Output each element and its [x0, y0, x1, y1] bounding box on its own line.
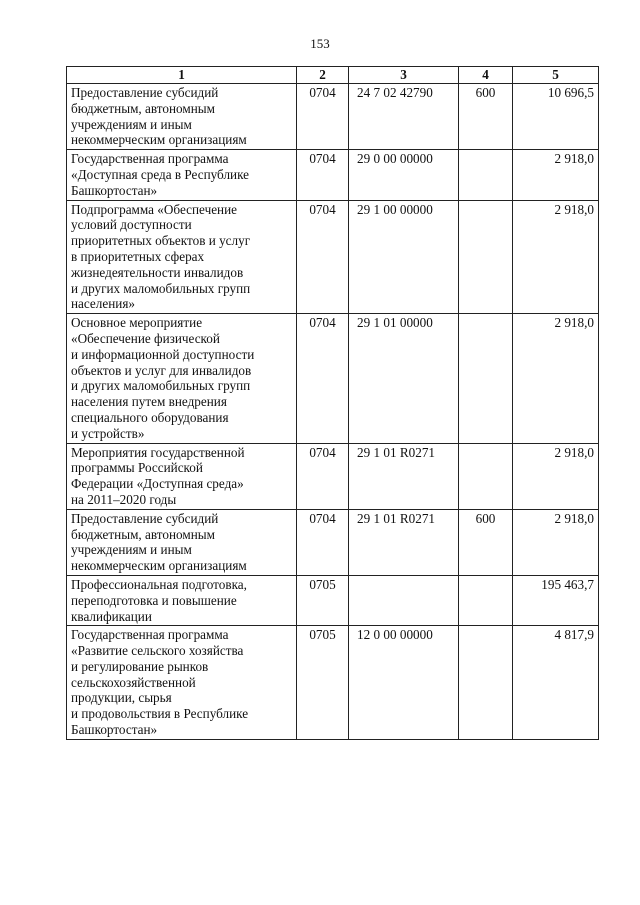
row-target-code-cell	[349, 575, 459, 625]
row-amount-cell: 2 918,0	[513, 150, 599, 200]
row-target-code-cell: 29 1 00 00000	[349, 200, 459, 314]
table-row	[67, 314, 599, 443]
row-section-cell: 0704	[297, 84, 349, 150]
row-name-cell: Государственная программа «Доступная среда в Республике Башкортостан»	[67, 150, 297, 200]
table-body	[67, 84, 599, 740]
row-expense-type-cell	[459, 575, 513, 625]
table-row	[67, 575, 599, 625]
table-row	[67, 84, 599, 150]
table-row	[67, 443, 599, 509]
row-target-code-cell: 29 1 01 R0271	[349, 509, 459, 575]
row-name-cell: Предоставление субсидий бюджетным, автономным учреждениям и иным некоммерческим организациям	[67, 84, 297, 150]
row-target-code-cell: 24 7 02 42790	[349, 84, 459, 150]
row-name-cell: Предоставление субсидий бюджетным, автономным учреждениям и иным некоммерческим организациям	[67, 509, 297, 575]
header-col-5: 5	[513, 67, 599, 84]
row-target-code-cell: 29 0 00 00000	[349, 150, 459, 200]
row-target-code-cell: 29 1 01 R0271	[349, 443, 459, 509]
row-section-cell: 0705	[297, 575, 349, 625]
row-expense-type-cell	[459, 200, 513, 314]
row-name-cell: Мероприятия государственной программы Российской Федерации «Доступная среда» на 2011–2020 годы	[67, 443, 297, 509]
row-section-cell: 0704	[297, 150, 349, 200]
row-amount-cell: 195 463,7	[513, 575, 599, 625]
table-row	[67, 200, 599, 314]
row-section-cell: 0704	[297, 443, 349, 509]
row-amount-cell: 10 696,5	[513, 84, 599, 150]
row-name-cell: Государственная программа «Развитие сельского хозяйства и регулирование рынков сельскохозяйственной продукции, сырья и продовольствия в Республике Башкортостан»	[67, 626, 297, 740]
row-section-cell: 0704	[297, 314, 349, 443]
row-amount-cell: 2 918,0	[513, 443, 599, 509]
row-target-code-cell: 12 0 00 00000	[349, 626, 459, 740]
header-col-1: 1	[67, 67, 297, 84]
row-expense-type-cell	[459, 314, 513, 443]
row-expense-type-cell: 600	[459, 509, 513, 575]
row-expense-type-cell: 600	[459, 84, 513, 150]
row-section-cell: 0705	[297, 626, 349, 740]
row-target-code-cell: 29 1 01 00000	[349, 314, 459, 443]
row-expense-type-cell	[459, 150, 513, 200]
header-col-4: 4	[459, 67, 513, 84]
row-name-cell: Профессиональная подготовка, переподготовка и повышение квалификации	[67, 575, 297, 625]
table-row	[67, 626, 599, 740]
page-number: 153	[310, 36, 330, 51]
row-amount-cell: 4 817,9	[513, 626, 599, 740]
row-section-cell: 0704	[297, 200, 349, 314]
header-col-2: 2	[297, 67, 349, 84]
row-expense-type-cell	[459, 443, 513, 509]
table-row	[67, 150, 599, 200]
row-amount-cell: 2 918,0	[513, 509, 599, 575]
row-amount-cell: 2 918,0	[513, 200, 599, 314]
row-name-cell: Основное мероприятие «Обеспечение физической и информационной доступности объектов и услуг для инвалидов и других маломобильных групп населения путем внедрения специального оборудования и устройств»	[67, 314, 297, 443]
table-row	[67, 509, 599, 575]
row-section-cell: 0704	[297, 509, 349, 575]
table-header-row	[67, 67, 599, 84]
header-col-3: 3	[349, 67, 459, 84]
row-name-cell: Подпрограмма «Обеспечение условий доступности приоритетных объектов и услуг в приоритетных сферах жизнедеятельности инвалидов и других маломобильных групп населения»	[67, 200, 297, 314]
budget-table-container	[66, 66, 598, 740]
row-expense-type-cell	[459, 626, 513, 740]
row-amount-cell: 2 918,0	[513, 314, 599, 443]
budget-table	[66, 66, 599, 740]
